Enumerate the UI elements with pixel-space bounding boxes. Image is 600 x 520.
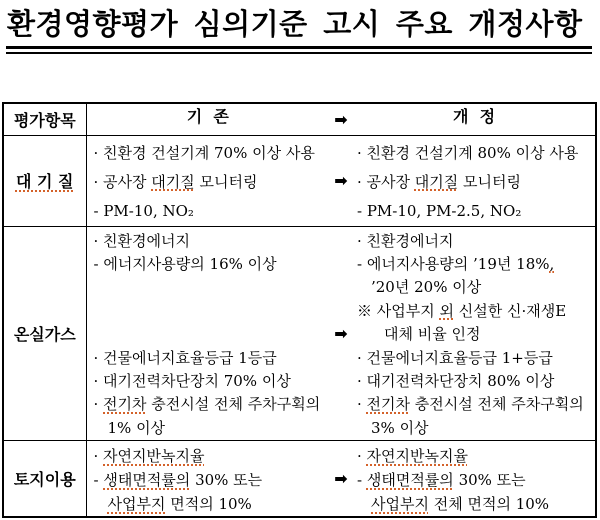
- table-header-row: [3, 103, 596, 135]
- table-row-greenhouse-gas: [3, 226, 596, 441]
- header-item: 평가항목: [3, 103, 86, 135]
- text-line: ※ 사업부지 외 신설한 신·재생E: [357, 301, 567, 320]
- text-line: · 건물에너지효율등급 1등급: [93, 348, 277, 367]
- cell-greenhouse-gas-before: [86, 226, 329, 441]
- text-line: · 친환경에너지: [357, 231, 454, 250]
- arrow-right-icon: ➡: [334, 323, 348, 343]
- text-line: - 생태면적률의 30% 또는: [357, 471, 526, 490]
- table-row-air-quality: [3, 135, 596, 226]
- cell-land-use-after: [353, 441, 596, 518]
- text-line: ’20년 20% 이상: [371, 278, 482, 297]
- text-line: - PM-10, PM-2.5, NO₂: [357, 201, 522, 220]
- text-line: · 건물에너지효율등급 1+등급: [357, 348, 553, 367]
- title-underline: [6, 46, 592, 54]
- row-label-air-quality: [3, 135, 86, 226]
- text-line: · 친환경 건설기계 80% 이상 사용: [357, 143, 579, 162]
- text-line: · 전기차 충전시설 전체 주차구획의: [357, 395, 584, 414]
- text-line: · 대기전력차단장치 70% 이상: [93, 371, 291, 390]
- header-before: 기 존: [186, 107, 229, 126]
- table-row-land-use: [3, 441, 596, 518]
- row-label-text: 토지이용: [13, 470, 76, 490]
- text-line: · 공사장 대기질 모니터링: [93, 172, 258, 191]
- text-line: · 자연지반녹지율: [93, 447, 205, 466]
- text-line: · 자연지반녹지율: [357, 447, 468, 466]
- text-line: 사업부지 면적의 10%: [107, 495, 252, 514]
- text-line: - PM-10, NO₂: [93, 201, 194, 220]
- text-line: - 에너지사용량의 ’19년 18%,: [357, 254, 555, 273]
- arrow-right-icon: ➡: [334, 171, 348, 190]
- cell-air-quality-after: [353, 135, 596, 226]
- arrow-right-icon: ➡: [334, 469, 348, 489]
- header-after: 개 정: [452, 107, 496, 126]
- text-line: [94, 276, 330, 299]
- text-line: · 친환경 건설기계 70% 이상 사용: [93, 143, 315, 162]
- cell-air-quality-before: [86, 135, 329, 226]
- cell-land-use-before: [86, 441, 329, 518]
- text-line: 1% 이상: [107, 418, 166, 437]
- row-label-text: 대 기 질: [15, 172, 74, 191]
- text-line: - 생태면적률의 30% 또는: [93, 471, 263, 490]
- text-line: · 친환경에너지: [93, 231, 190, 250]
- text-line: 3% 이상: [371, 418, 429, 437]
- text-line: [94, 300, 330, 323]
- revision-table: [2, 102, 597, 518]
- text-line: 대체 비율 인정: [384, 325, 481, 344]
- text-line: · 전기차 충전시설 전체 주차구획의: [93, 395, 321, 414]
- row-label-greenhouse-gas: [3, 226, 86, 441]
- text-line: [94, 323, 330, 346]
- text-line: · 대기전력차단장치 80% 이상: [357, 371, 555, 390]
- text-line: 사업부지 전체 면적의 10%: [371, 495, 550, 514]
- cell-greenhouse-gas-after: [353, 226, 596, 441]
- arrow-right-icon: ➡: [334, 109, 348, 129]
- text-line: · 공사장 대기질 모니터링: [357, 172, 521, 191]
- page-title: 환경영향평가 심의기준 고시 주요 개정사항: [7, 9, 583, 41]
- row-label-text: 온실가스: [13, 324, 76, 344]
- row-label-land-use: [3, 441, 86, 518]
- text-line: - 에너지사용량의 16% 이상: [93, 254, 277, 273]
